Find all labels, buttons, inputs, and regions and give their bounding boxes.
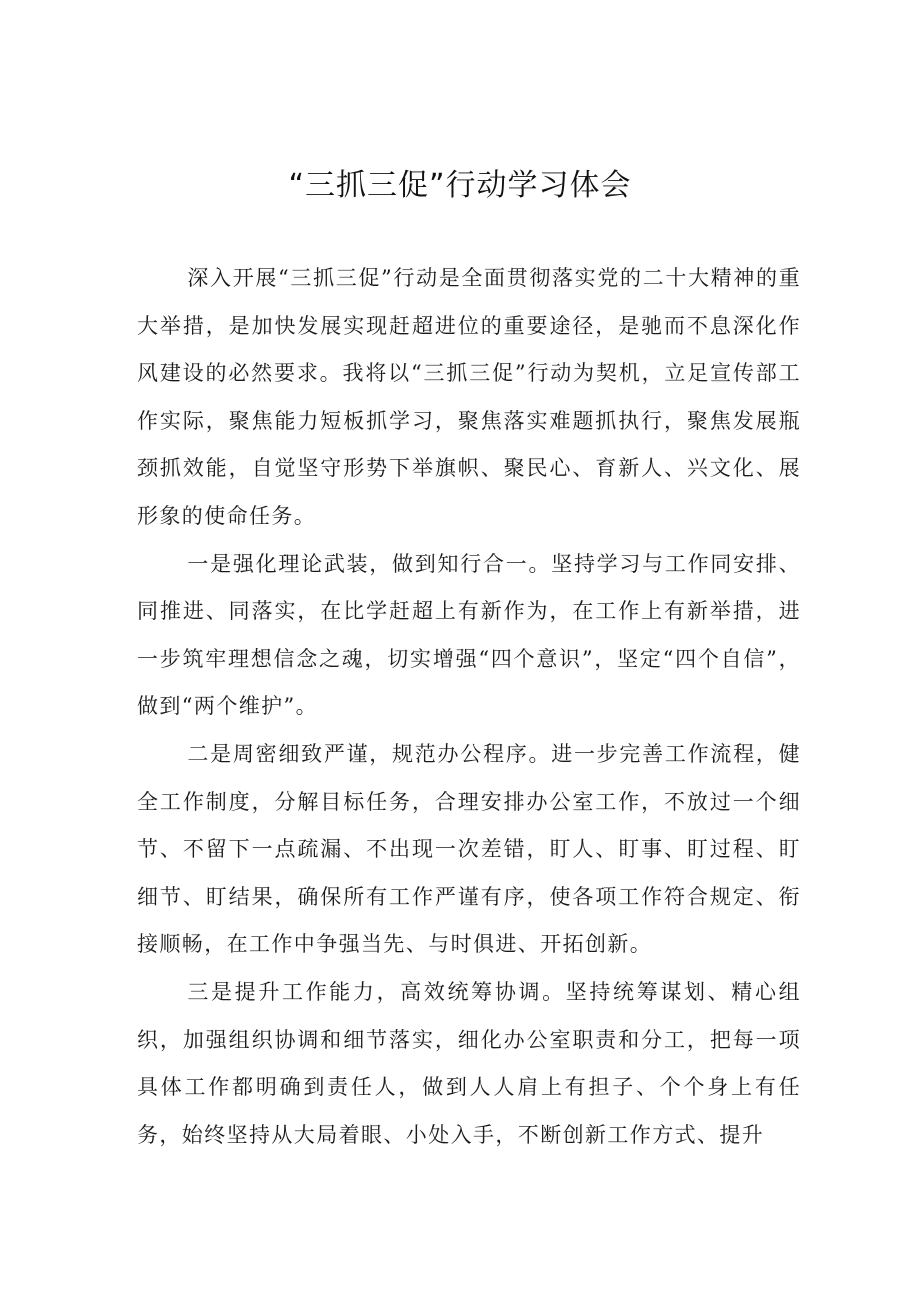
paragraph-point-one: 一是强化理论武装，做到知行合一。坚持学习与工作同安排、同推进、同落实，在比学赶超上有新作为，在工作上有新举措，进一步筑牢理想信念之魂，切实增强“四个意识”，坚定“四个自信”，做到“两个维护”。 <box>137 551 801 719</box>
document-title: “三抓三促”行动学习体会 <box>288 168 632 203</box>
paragraph-point-two: 二是周密细致严谨，规范办公程序。进一步完善工作流程，健全工作制度，分解目标任务，合理安排办公室工作，不放过一个细节、不留下一点疏漏、不出现一次差错，盯人、盯事、盯过程、盯细节、盯结果，确保所有工作严谨有序，使各项工作符合规定、衔接顺畅，在工作中争强当先、与时俱进、开拓创新。 <box>137 741 801 957</box>
paragraph-intro: 深入开展“三抓三促”行动是全面贯彻落实党的二十大精神的重大举措，是加快发展实现赶超进位的重要途径，是驰而不息深化作风建设的必然要求。我将以“三抓三促”行动为契机，立足宣传部工作实际，聚焦能力短板抓学习，聚焦落实难题抓执行，聚焦发展瓶颈抓效能，自觉坚守形势下举旗帜、聚民心、育新人、兴文化、展形象的使命任务。 <box>137 266 801 528</box>
paragraph-point-three: 三是提升工作能力，高效统筹协调。坚持统筹谋划、精心组织，加强组织协调和细节落实，细化办公室职责和分工，把每一项具体工作都明确到责任人，做到人人肩上有担子、个个身上有任务，始终坚持从大局着眼、小处入手，不断创新工作方式、提升 <box>137 979 801 1147</box>
document-body <box>137 255 801 1159</box>
